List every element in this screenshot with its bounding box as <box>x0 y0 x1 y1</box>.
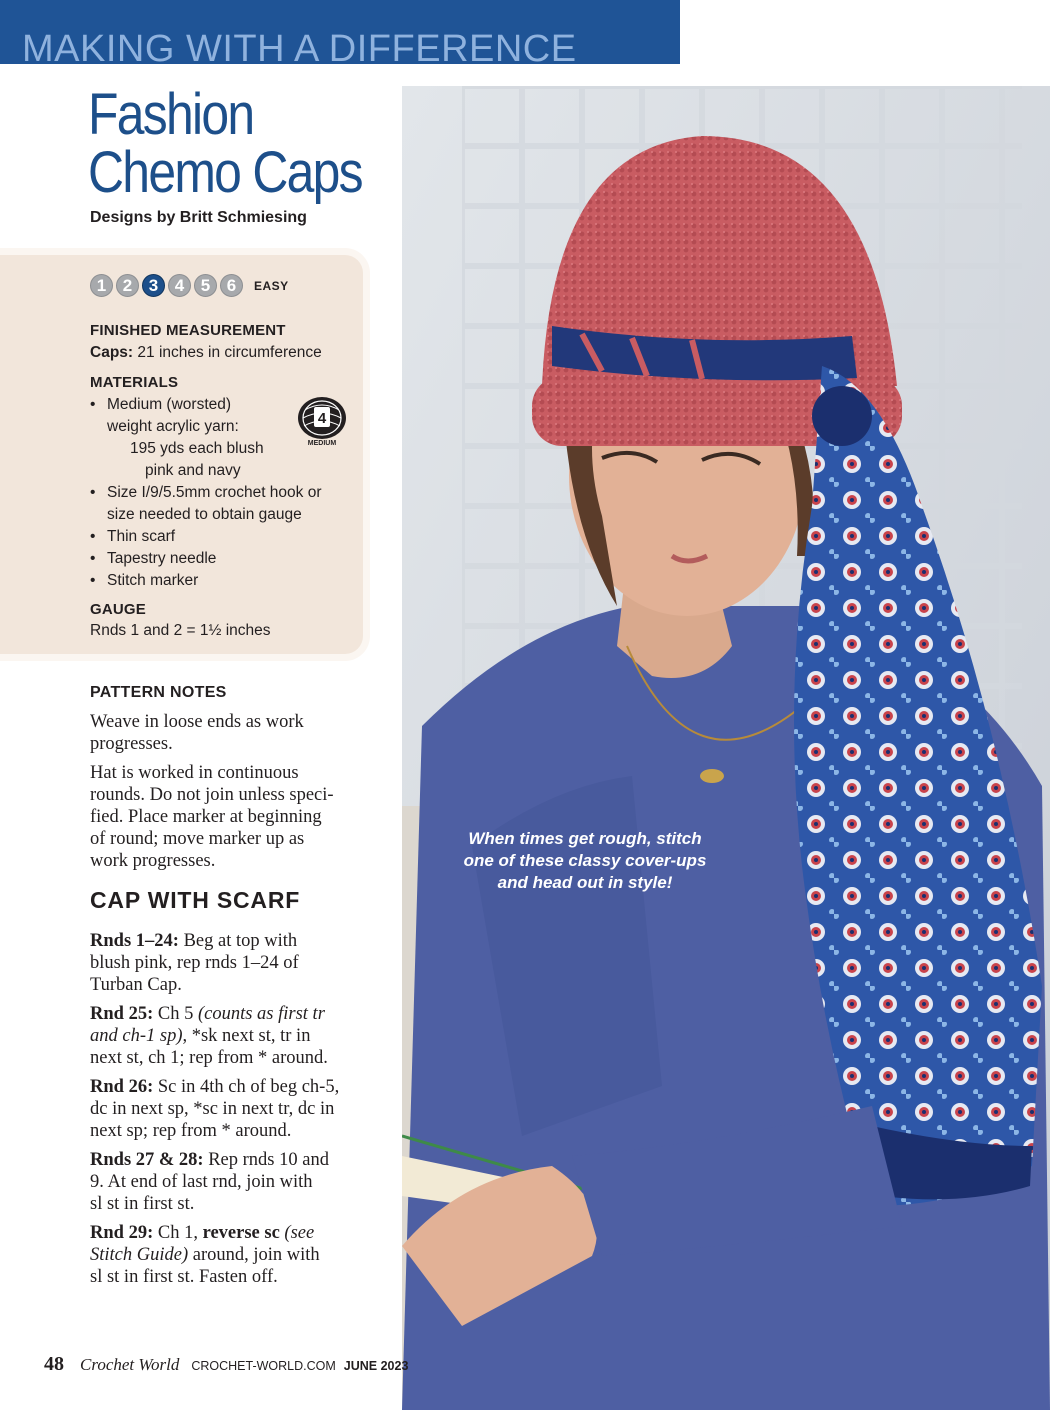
banner-text: MAKING WITH A DIFFERENCE <box>22 28 577 64</box>
pattern-notes-heading: PATTERN NOTES <box>90 684 227 701</box>
gauge-heading: GAUGE <box>90 601 147 618</box>
yarn-weight-icon <box>295 396 349 446</box>
instruction-rnds-1-24: Rnds 1–24: Beg at top with blush pink, rep rnds 1–24 of Turban Cap. <box>90 931 299 995</box>
skill-level-indicator <box>90 274 289 297</box>
pattern-note-2: Hat is worked in continuous rounds. Do not join unless speci- fied. Place marker at beginning of round; move marker up as work progresses. <box>90 763 334 871</box>
page-footer <box>44 1353 408 1376</box>
skill-level-2: 2 <box>116 274 139 297</box>
cap-with-scarf-heading: CAP WITH SCARF <box>90 887 301 913</box>
page-number: 48 <box>44 1353 64 1375</box>
photo-caption: When times get rough, stitch one of these classy cover-ups and head out in style! <box>463 829 707 892</box>
instruction-rnd-29: Rnd 29: Ch 1, reverse sc (see Stitch Guide) around, join with sl st in first st. Fasten off. <box>90 1223 320 1287</box>
materials-heading: MATERIALS <box>90 374 179 391</box>
website-link[interactable]: CROCHET-WORLD.COM <box>191 1359 336 1373</box>
material-scarf: • Thin scarf <box>90 526 360 548</box>
materials-list: • Medium (worsted) weight acrylic yarn: 195 yds each blush pink and navy • Size I/9/5.5mm crochet hook or size needed to obtain gauge • Thin scarf • Tapestry needle • Stitch marker <box>90 394 360 592</box>
instruction-rnds-27-28: Rnds 27 & 28: Rep rnds 10 and 9. At end of last rnd, join with sl st in first st. <box>90 1150 329 1214</box>
instruction-rnd-26: Rnd 26: Sc in 4th ch of beg ch-5, dc in next sp, *sc in next tr, dc in next sp; rep from * around. <box>90 1077 340 1141</box>
skill-level-4: 4 <box>168 274 191 297</box>
material-hook: • Size I/9/5.5mm crochet hook or <box>90 482 360 504</box>
skill-level-label: EASY <box>254 278 289 293</box>
pattern-note-1: Weave in loose ends as work progresses. <box>90 712 304 754</box>
skill-level-6: 6 <box>220 274 243 297</box>
model-photo <box>402 86 1050 1410</box>
issue-date: JUNE 2023 <box>343 1359 409 1373</box>
byline: Designs by Britt Schmiesing <box>90 209 307 226</box>
svg-text:MEDIUM: MEDIUM <box>307 440 337 446</box>
caps-value: 21 inches in circumference <box>137 344 322 361</box>
skill-level-5: 5 <box>194 274 217 297</box>
material-needle: • Tapestry needle <box>90 548 360 570</box>
finished-measurement-heading: FINISHED MEASUREMENT <box>90 322 286 339</box>
skill-level-1: 1 <box>90 274 113 297</box>
title-line-2: Chemo Caps <box>88 140 362 205</box>
article-title <box>88 82 362 205</box>
section-banner <box>0 0 680 64</box>
finished-measurement-text <box>90 342 322 364</box>
material-yarn: • Medium (worsted) <box>90 394 360 416</box>
instruction-rnd-25: Rnd 25: Ch 5 (counts as first tr and ch-1 sp), *sk next st, tr in next st, ch 1; rep from * around. <box>90 1004 328 1068</box>
title-line-1: Fashion <box>88 82 254 147</box>
magazine-name: Crochet World <box>80 1355 180 1374</box>
caps-label: Caps: <box>90 344 134 361</box>
gauge-text: Rnds 1 and 2 = 1½ inches <box>90 622 271 639</box>
material-marker: • Stitch marker <box>90 570 360 592</box>
skill-level-3-active: 3 <box>142 274 165 297</box>
svg-text:4: 4 <box>317 410 327 427</box>
